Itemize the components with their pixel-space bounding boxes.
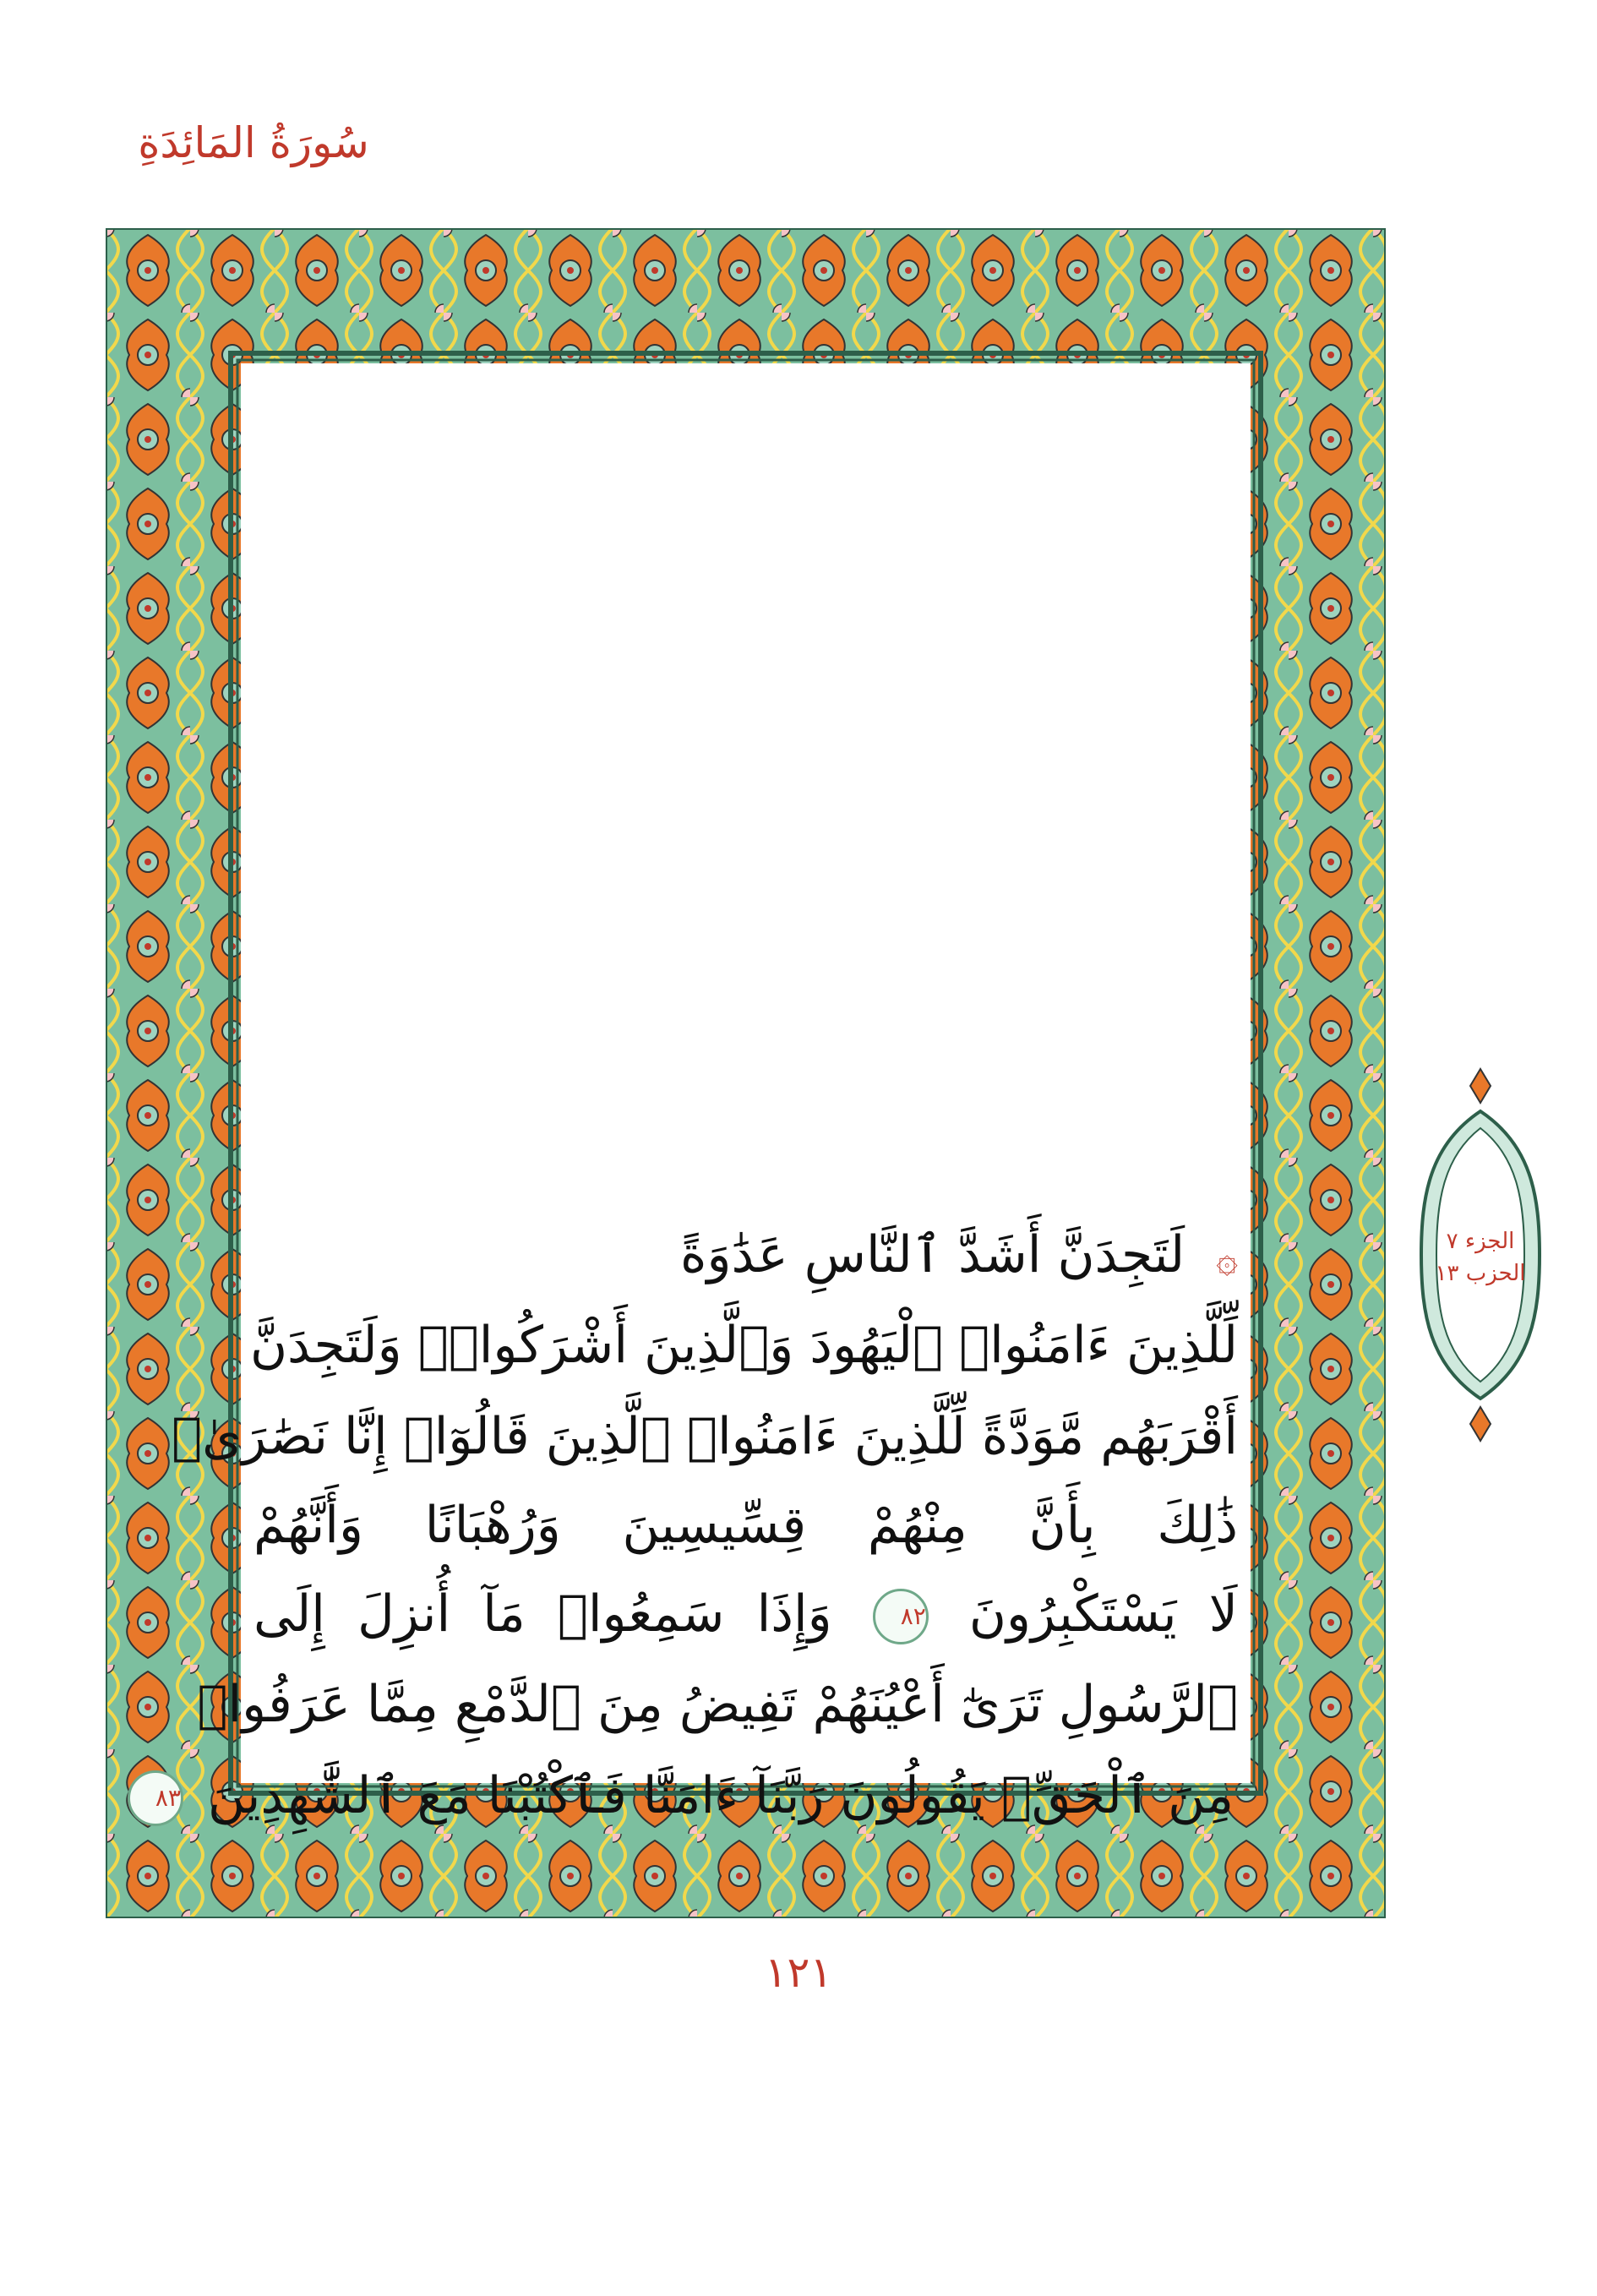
verse-line-6: ٱلرَّسُولِ تَرَىٰٓ أَعْيُنَهُمْ تَفِيضُ مِنَ ٱلدَّمْعِ مِمَّا عَرَفُوا۟ [197,1675,1238,1734]
verse-text: لَا يَسْتَكْبِرُونَ [968,1584,1238,1644]
page-number: ١٢١ [764,1948,833,1997]
surah-title: سُورَةُ المَائِدَةِ [138,118,369,167]
verse-line-2: لِّلَّذِينَ ءَامَنُوا۟ ٱلْيَهُودَ وَٱلَّذِينَ أَشْرَكُوا۟ۖ وَلَتَجِدَنَّ [249,1316,1238,1375]
juz-label: الجزء ٧ [1446,1229,1515,1254]
verse-line-1 [253,1217,1238,1298]
verse-line-5 [253,1576,1238,1652]
juz-marker-text [1428,1225,1533,1290]
verse-text: وَإِذَا سَمِعُوا۟ مَآ أُنزِلَ إِلَى [253,1584,832,1644]
verse-line-7 [155,1758,1234,1834]
rub-el-hizb-icon: ۞ [1216,1238,1238,1281]
hizb-label: الحزب ١٣ [1435,1261,1526,1286]
ayah-number-82: ٨٢ [873,1589,929,1644]
verse-text: مِنَ ٱلْحَقِّۖ يَقُولُونَ رَبَّنَآ ءَامَنَّا فَٱكْتُبْنَا مَعَ ٱلشَّٰهِدِينَ [208,1766,1234,1825]
verse-line-4: ذَٰلِكَ بِأَنَّ مِنْهُمْ قِسِّيسِينَ وَرُهْبَانًا وَأَنَّهُمْ [253,1496,1238,1555]
verse-text: لَتَجِدَنَّ أَشَدَّ ٱلنَّاسِ عَدَٰوَةً [680,1225,1185,1284]
text-panel [172,363,1251,1783]
verse-line-3: أَقْرَبَهُم مَّوَدَّةً لِّلَّذِينَ ءَامَنُوا۟ ٱلَّذِينَ قَالُوٓا۟ إِنَّا نَصَٰرَىٰۚ [172,1407,1238,1466]
ayah-number-83: ٨٣ [128,1770,183,1826]
